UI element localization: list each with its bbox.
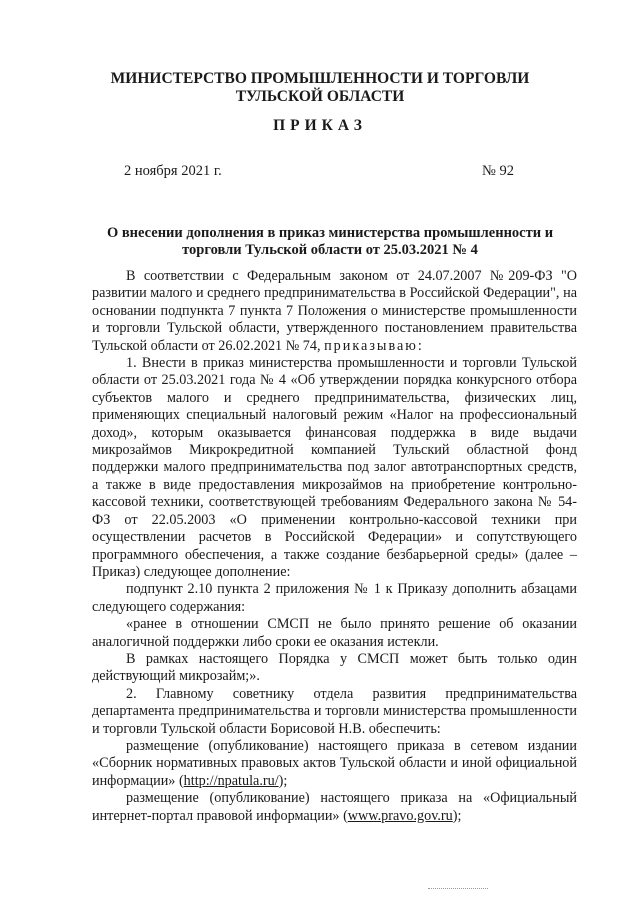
ministry-heading (0, 70, 640, 106)
order-date: 2 ноября 2021 г. (124, 163, 222, 179)
paragraph-quote-1: «ранее в отношении СМСП не было принято решение об оказании аналогичной поддержки либо сроки ее оказания истекли. (92, 616, 577, 650)
order-body (92, 268, 577, 825)
decree-word: приказываю: (324, 337, 424, 354)
order-title: ПРИКАЗ (273, 117, 367, 134)
ministry-line-1: МИНИСТЕРСТВО ПРОМЫШЛЕННОСТИ И ТОРГОВЛИ (110, 70, 530, 87)
paragraph-quote-2: В рамках настоящего Порядка у СМСП может быть только один действующий микрозайм;». (92, 650, 577, 685)
publication-1-text: размещение (опубликование) настоящего приказа в сетевом издании «Сборник нормативных правовых актов Тульской области и иной официальной информации» ( (92, 737, 577, 789)
subject-line-1: О внесении дополнения в приказ министерства промышленности и (106, 225, 554, 241)
footer-divider (428, 888, 488, 889)
publication-1-end: ); (278, 772, 288, 789)
paragraph-preamble (92, 268, 577, 355)
ministry-line-2: ТУЛЬСКОЙ ОБЛАСТИ (235, 88, 405, 105)
publication-2-text: размещение (опубликование) настоящего приказа на «Официальный интернет-портал правовой информации» ( (92, 790, 577, 824)
paragraph-publication-2 (92, 790, 577, 825)
pravo-link[interactable]: www.pravo.gov.ru (347, 807, 453, 824)
publication-2-end: ); (452, 807, 462, 824)
paragraph-item-2: 2. Главному советнику отдела развития предпринимательства департамента предпринимательства и торговли министерства промышленности и торговли Тульской области Борисовой Н.В. обеспечить: (92, 685, 577, 737)
paragraph-item-1: 1. Внести в приказ министерства промышленности и торговли Тульской области от 25.03.2021 года № 4 «Об утверждении порядка конкурсного отбора субъектов малого и среднего предпринимательства, физических лиц, применяющих специальный налоговый режим «Налог на профессиональный доход», которым оказывается финансовая поддержка в виде выдачи микрозаймов Микрокредитной компанией Тульский областной фонд поддержки малого предпринимательства под залог автотранспортных средств, а также в виде предоставления микрозаймов на приобретение контрольно-кассовой техники, соответствующей требованиям Федерального закона № 54-ФЗ от 22.05.2003 «О применении контрольно-кассовой техники при осуществлении расчетов в Российской Федерации» и сопутствующего программного обеспечения, а также создание безбарьерной среды» (далее – Приказ) следующее дополнение: (92, 355, 577, 580)
npatula-link[interactable]: http://npatula.ru/ (183, 772, 279, 789)
paragraph-subitem: подпункт 2.10 пункта 2 приложения № 1 к Приказу дополнить абзацами следующего содержания: (92, 581, 577, 615)
order-number: № 92 (482, 163, 514, 179)
preamble-text: В соответствии с Федеральным законом от 24.07.2007 №209-ФЗ "О развитии малого и среднего предпринимательства в Российской Федерации", на основании подпункта 7 пункта 7 Положения о министерстве промышленности и торговли Тульской области, утвержденного постановлением правительства Тульской области от 26.02.2021 № 74, (92, 268, 577, 354)
order-subject (100, 225, 560, 259)
subject-line-2: торговли Тульской области от 25.03.2021 № 4 (182, 242, 478, 258)
paragraph-publication-1 (92, 738, 577, 790)
